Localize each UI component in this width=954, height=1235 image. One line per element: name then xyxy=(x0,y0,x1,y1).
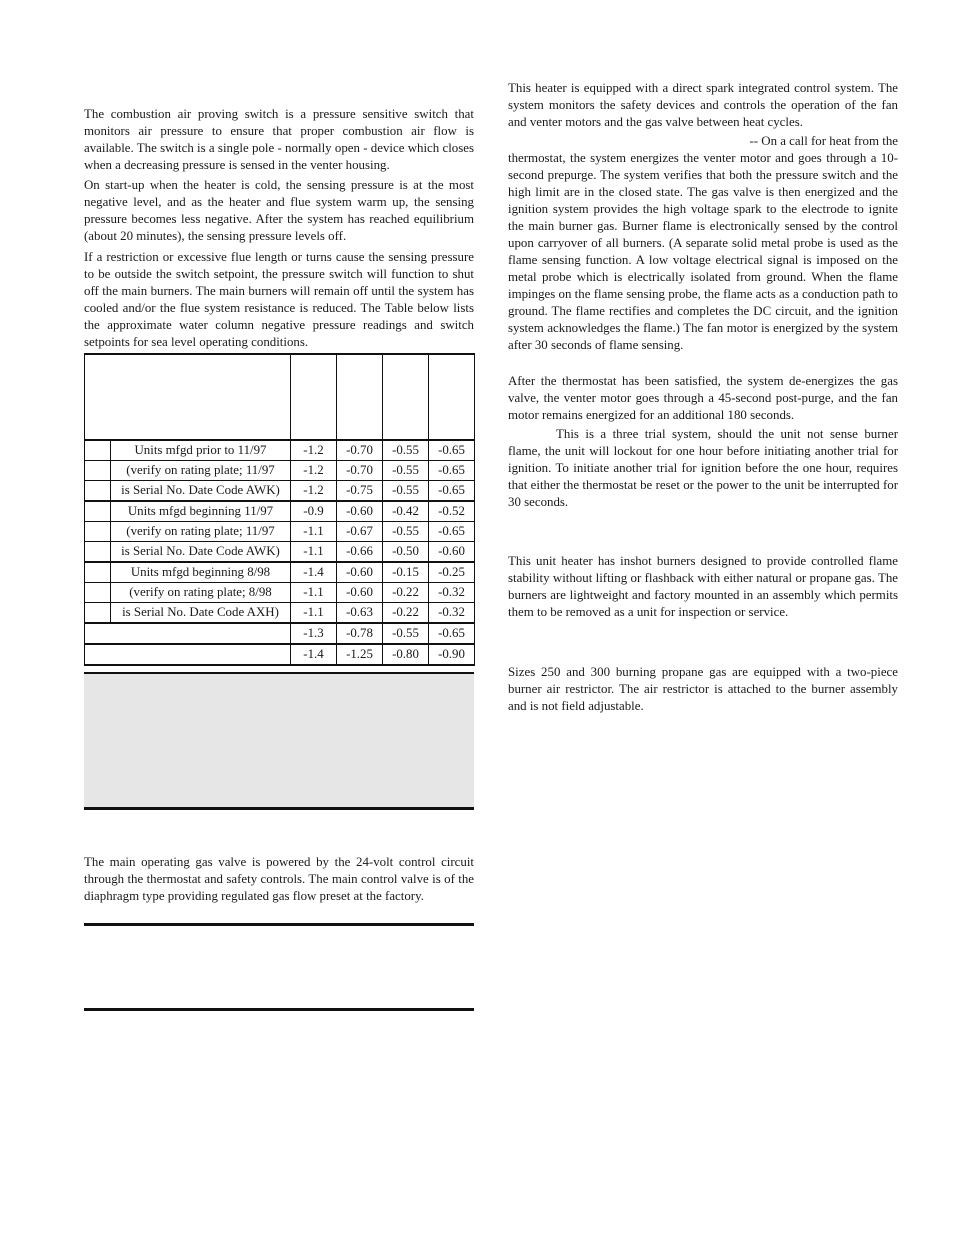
table-cell: -0.60 xyxy=(337,562,383,583)
air-switch-paragraph: The combustion air proving switch is a pressure sensitive switch that monitors air pressure to ensure that proper combustion air flow is available. The switch is a single pole - normally open - device which closes when a decreasing pressure is sensed in the venter housing. xyxy=(84,107,474,172)
table-cell: -0.52 xyxy=(429,501,475,522)
table-cell xyxy=(85,522,111,542)
table-cell: -0.80 xyxy=(383,644,429,665)
pressure-table xyxy=(84,353,475,666)
air-restrictor-paragraph: Sizes 250 and 300 burning propane gas are equipped with a two-piece burner air restrictor. The air restrictor is attached to the burner assembly and is not field adjustable. xyxy=(508,665,898,713)
table-cell: -1.25 xyxy=(337,644,383,665)
table-cell: -0.66 xyxy=(337,542,383,563)
sequence-lead: -- On a call for heat from the xyxy=(749,134,898,148)
table-cell: -0.65 xyxy=(429,623,475,644)
table-cell: -0.63 xyxy=(337,603,383,624)
table-cell: -0.22 xyxy=(383,603,429,624)
table-row xyxy=(85,481,475,502)
table-cell: -1.1 xyxy=(291,522,337,542)
row-label: is Serial No. Date Code AWK) xyxy=(111,542,291,563)
table-cell xyxy=(85,583,111,603)
row-label: Units mfgd beginning 11/97 xyxy=(111,501,291,522)
table-cell: -0.65 xyxy=(429,461,475,481)
sequence-paragraph: thermostat, the system energizes the venter motor and goes through a 10-second prepurge. The system verifies that both the pressure switch and the high limit are in the closed state. The gas valve is then energized and the ignition system provides the high voltage spark to the electrode to ignite the main burner gas. Burner flame is electronically sensed by the control upon carryover of all burners. (A separate solid metal probe is used as the flame sensing function. A low voltage electrical signal is imposed on the metal probe which is electrically isolated from ground. When the flame impinges on the flame sensing probe, the flame acts as a conduction path to ground. The flame rectifies and completes the DC circuit, and the ignition system acknowledges the flame.) The fan motor is energized by the system after 30 seconds of flame sensing. xyxy=(508,151,898,352)
table-row xyxy=(85,522,475,542)
table-cell: -0.15 xyxy=(383,562,429,583)
startup-paragraph: On start-up when the heater is cold, the sensing pressure is at the most negative level, and as the heater and flue system warm up, the sensing pressure becomes less negative. After the system has reached equilibrium (about 20 minutes), the sensing pressure levels off. xyxy=(84,178,474,243)
table-cell xyxy=(85,623,291,644)
gas-valve-paragraph: The main operating gas valve is powered by the 24-volt control circuit through the thermostat and safety controls. The main control valve is of the diaphragm type providing regulated gas flow preset at the factory. xyxy=(84,855,474,903)
table-cell: -0.65 xyxy=(429,522,475,542)
table-cell: -0.65 xyxy=(429,481,475,502)
restriction-paragraph: If a restriction or excessive flue length or turns cause the sensing pressure to be outside the switch setpoint, the pressure switch will function to shut off the main burners. The main burners will remain off until the system has cooled and/or the flue system resistance is reduced. The Table below lists the approximate water column negative pressure readings and switch setpoints for sea level operating conditions. xyxy=(84,250,474,349)
table-cell: -1.2 xyxy=(291,440,337,461)
table-row xyxy=(85,623,475,644)
lockout-paragraph: This is a three trial system, should the unit not sense burner flame, the unit will lockout for one hour before initiating another trial for ignition. To initiate another trial for ignition before the one hour, requires that either the thermostat be reset or the power to the unit be interrupted for 30 seconds. xyxy=(508,427,898,509)
table-row xyxy=(85,440,475,461)
table-row xyxy=(85,644,475,665)
table-cell: -0.55 xyxy=(383,522,429,542)
burners-paragraph: This unit heater has inshot burners designed to provide controlled flame stability without lifting or flashback with either natural or propane gas. The burners are lightweight and factory mounted in an assembly which permits them to be removed as a unit for inspection or service. xyxy=(508,554,898,619)
table-cell xyxy=(85,542,111,563)
section-divider xyxy=(84,1008,474,1011)
table-cell: -0.9 xyxy=(291,501,337,522)
table-row xyxy=(85,603,475,624)
table-cell: -0.65 xyxy=(429,440,475,461)
table-cell xyxy=(85,501,111,522)
table-cell: -1.2 xyxy=(291,481,337,502)
section-divider xyxy=(84,923,474,926)
table-row xyxy=(85,461,475,481)
table-cell: -0.55 xyxy=(383,440,429,461)
note-box xyxy=(84,672,474,810)
post-purge-paragraph: After the thermostat has been satisfied, the system de-energizes the gas valve, the venter motor goes through a 45-second post-purge, and the fan motor remains energized for an additional 180 seconds. xyxy=(508,374,898,422)
table-cell: -0.55 xyxy=(383,461,429,481)
table-row xyxy=(85,542,475,563)
table-cell xyxy=(85,481,111,502)
table-header-cell xyxy=(429,354,475,440)
table-cell: -0.60 xyxy=(429,542,475,563)
row-label: Units mfgd beginning 8/98 xyxy=(111,562,291,583)
row-label: (verify on rating plate; 8/98 xyxy=(111,583,291,603)
table-cell: -0.75 xyxy=(337,481,383,502)
table-header-cell xyxy=(85,354,291,440)
table-cell: -0.32 xyxy=(429,603,475,624)
row-label: is Serial No. Date Code AWK) xyxy=(111,481,291,502)
table-cell: -1.2 xyxy=(291,461,337,481)
table-cell: -1.4 xyxy=(291,562,337,583)
table-cell: -0.78 xyxy=(337,623,383,644)
table-cell: -0.55 xyxy=(383,481,429,502)
table-cell: -1.4 xyxy=(291,644,337,665)
row-label: is Serial No. Date Code AXH) xyxy=(111,603,291,624)
table-cell xyxy=(85,562,111,583)
table-cell: -0.42 xyxy=(383,501,429,522)
table-cell xyxy=(85,644,291,665)
table-cell: -0.90 xyxy=(429,644,475,665)
table-row xyxy=(85,583,475,603)
row-label: (verify on rating plate; 11/97 xyxy=(111,522,291,542)
table-header-row xyxy=(85,354,475,440)
table-cell: -0.50 xyxy=(383,542,429,563)
table-cell: -1.1 xyxy=(291,603,337,624)
table-cell: -1.1 xyxy=(291,542,337,563)
row-label: Units mfgd prior to 11/97 xyxy=(111,440,291,461)
table-cell: -0.70 xyxy=(337,440,383,461)
table-cell: -0.70 xyxy=(337,461,383,481)
control-system-paragraph: This heater is equipped with a direct spark integrated control system. The system monitors the safety devices and controls the operation of the fan and venter motors and the gas valve between heat cycles. xyxy=(508,81,898,129)
table-header-cell xyxy=(291,354,337,440)
table-header-cell xyxy=(337,354,383,440)
table-cell xyxy=(85,440,111,461)
table-cell: -0.25 xyxy=(429,562,475,583)
table-cell: -0.55 xyxy=(383,623,429,644)
table-cell: -1.1 xyxy=(291,583,337,603)
table-row xyxy=(85,501,475,522)
table-cell xyxy=(85,461,111,481)
table-row xyxy=(85,562,475,583)
table-cell xyxy=(85,603,111,624)
table-cell: -0.32 xyxy=(429,583,475,603)
table-cell: -0.22 xyxy=(383,583,429,603)
row-label: (verify on rating plate; 11/97 xyxy=(111,461,291,481)
table-cell: -1.3 xyxy=(291,623,337,644)
table-header-cell xyxy=(383,354,429,440)
table-cell: -0.67 xyxy=(337,522,383,542)
table-cell: -0.60 xyxy=(337,583,383,603)
table-cell: -0.60 xyxy=(337,501,383,522)
